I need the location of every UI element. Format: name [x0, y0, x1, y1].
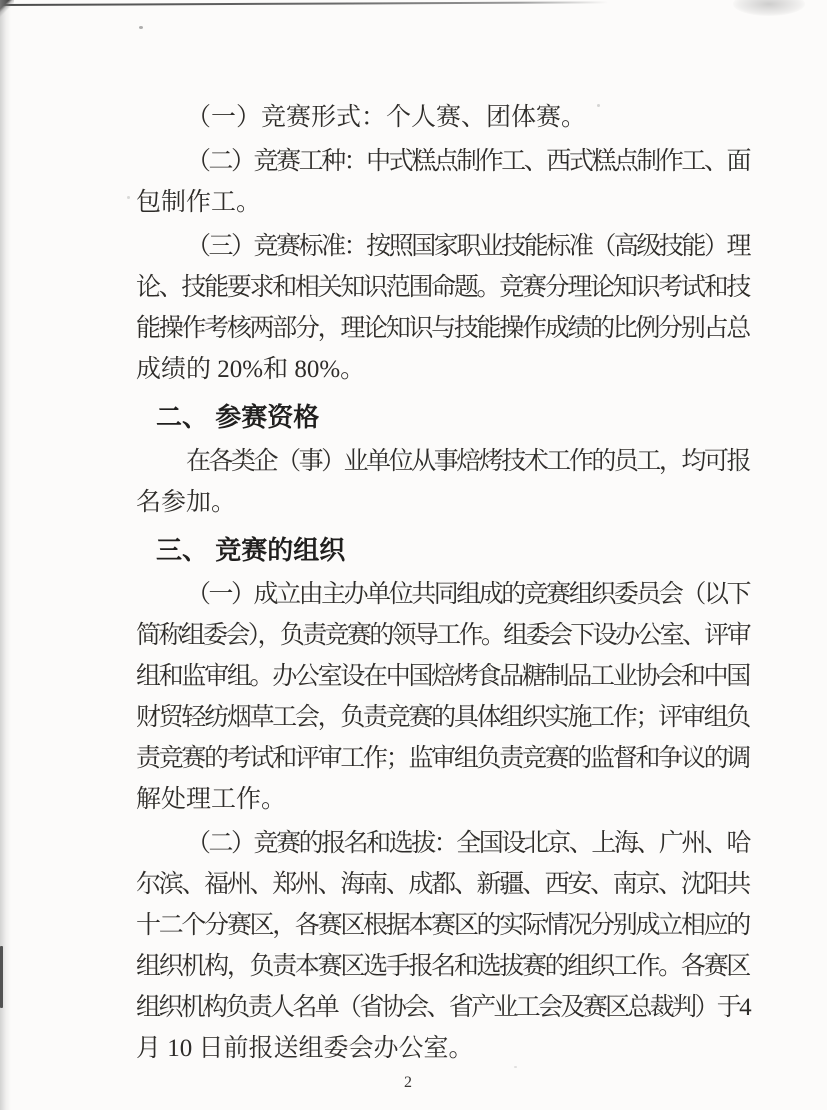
text-line: 名参加。	[136, 489, 237, 516]
text-line: 解处理工作。	[136, 786, 287, 813]
text-line: （一）成立由主办单位共同组成的竞赛组织委员会（以下	[186, 581, 749, 608]
text-line: （三）竞赛标准：按照国家职业技能标准（高级技能）理	[186, 233, 749, 260]
paragraph	[136, 441, 749, 523]
text-line: 在各类企（事）业单位从事焙烤技术工作的员工，均可报	[186, 448, 749, 475]
text-line: 十二个分赛区，各赛区根据本赛区的实际情况分别成立相应的	[136, 912, 749, 939]
scan-speck	[139, 26, 143, 29]
paragraph	[136, 226, 749, 390]
text-line: 财贸轻纺烟草工会，负责竞赛的具体组织实施工作；评审组负	[136, 704, 749, 731]
text-line: （一）竞赛形式：个人赛、团体赛。	[186, 104, 587, 131]
paragraph	[136, 97, 749, 138]
section-heading	[136, 397, 749, 438]
scan-edge-dark-segment	[0, 946, 3, 1008]
text-line: 二、 参赛资格	[156, 402, 320, 432]
text-line: 能操作考核两部分，理论知识与技能操作成绩的比例分别占总	[136, 315, 749, 342]
section-heading	[136, 530, 749, 571]
scan-edge-line-top	[0, 1, 608, 6]
text-line: 责竞赛的考试和评审工作；监审组负责竞赛的监督和争议的调	[136, 745, 749, 772]
paragraph	[136, 574, 749, 820]
scan-edge-shadow-left	[0, 0, 11, 1110]
text-line: 成绩的 20%和 80%。	[136, 356, 366, 383]
paragraph	[136, 823, 749, 1069]
text-line: 论、技能要求和相关知识范围命题。竞赛分理论知识考试和技	[136, 274, 749, 301]
text-line: 三、 竞赛的组织	[156, 535, 346, 565]
text-line: （二）竞赛工种：中式糕点制作工、西式糕点制作工、面	[186, 148, 749, 175]
text-line: 组织机构负责人名单（省协会、省产业工会及赛区总裁判）于4	[136, 994, 749, 1021]
document-body	[136, 97, 749, 1069]
text-line: 简称组委会），负责竞赛的领导工作。组委会下设办公室、评审	[136, 622, 749, 649]
text-line: 组和监审组。办公室设在中国焙烤食品糖制品工业协会和中国	[136, 663, 749, 690]
page-number: 2	[404, 1074, 412, 1091]
text-line: 月 10 日前报送组委会办公室。	[136, 1035, 474, 1062]
text-line: 包制作工。	[136, 189, 262, 216]
text-line: 尔滨、福州、郑州、海南、成都、新疆、西安、南京、沈阳共	[136, 871, 749, 898]
scan-speck	[127, 196, 130, 199]
text-line: （二）竞赛的报名和选拔：全国设北京、上海、广州、哈	[186, 830, 749, 857]
paragraph	[136, 141, 749, 223]
text-line: 组织机构，负责本赛区选手报名和选拔赛的组织工作。各赛区	[136, 953, 749, 980]
scan-smudge-top-right	[733, 0, 805, 16]
